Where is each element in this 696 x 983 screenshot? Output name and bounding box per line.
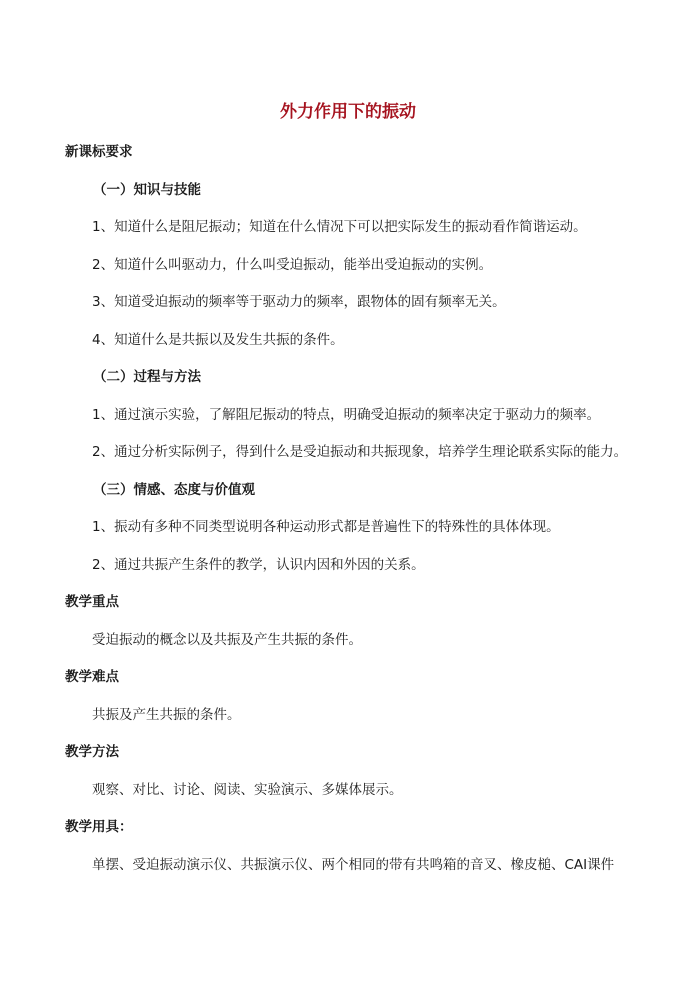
section-heading-tools: 教学用具：: [65, 819, 133, 835]
document-title: 外力作用下的振动: [280, 102, 416, 122]
list-item: 4、知道什么是共振以及发生共振的条件。: [92, 332, 344, 348]
section-heading-difficulties: 教学难点: [65, 669, 119, 685]
section-heading-methods: 教学方法: [65, 744, 119, 760]
tools-text: 单摆、受迫振动演示仪、共振演示仪、两个相同的带有共鸣箱的音叉、橡皮槌、CAI课件: [92, 857, 615, 873]
methods-text: 观察、对比、讨论、阅读、实验演示、多媒体展示。: [92, 782, 403, 798]
list-item: 2、通过分析实际例子，得到什么是受迫振动和共振现象，培养学生理论联系实际的能力。: [92, 444, 628, 460]
subsection-heading-process-methods: （二）过程与方法: [93, 369, 201, 385]
key-points-text: 受迫振动的概念以及共振及产生共振的条件。: [92, 632, 362, 648]
list-item: 3、知道受迫振动的频率等于驱动力的频率，跟物体的固有频率无关。: [92, 294, 506, 310]
subsection-heading-knowledge-skills: （一）知识与技能: [93, 182, 201, 198]
difficulties-text: 共振及产生共振的条件。: [92, 707, 241, 723]
list-item: 1、知道什么是阻尼振动；知道在什么情况下可以把实际发生的振动看作简谐运动。: [92, 219, 587, 235]
list-item: 2、知道什么叫驱动力，什么叫受迫振动，能举出受迫振动的实例。: [92, 257, 493, 273]
section-heading-standards: 新课标要求: [65, 144, 133, 160]
list-item: 1、振动有多种不同类型说明各种运动形式都是普遍性下的特殊性的具体体现。: [92, 519, 560, 535]
list-item: 2、通过共振产生条件的教学，认识内因和外因的关系。: [92, 557, 425, 573]
list-item: 1、通过演示实验，了解阻尼振动的特点，明确受迫振动的频率决定于驱动力的频率。: [92, 407, 601, 423]
section-heading-key-points: 教学重点: [65, 594, 119, 610]
subsection-heading-emotion-values: （三）情感、态度与价值观: [93, 482, 255, 498]
